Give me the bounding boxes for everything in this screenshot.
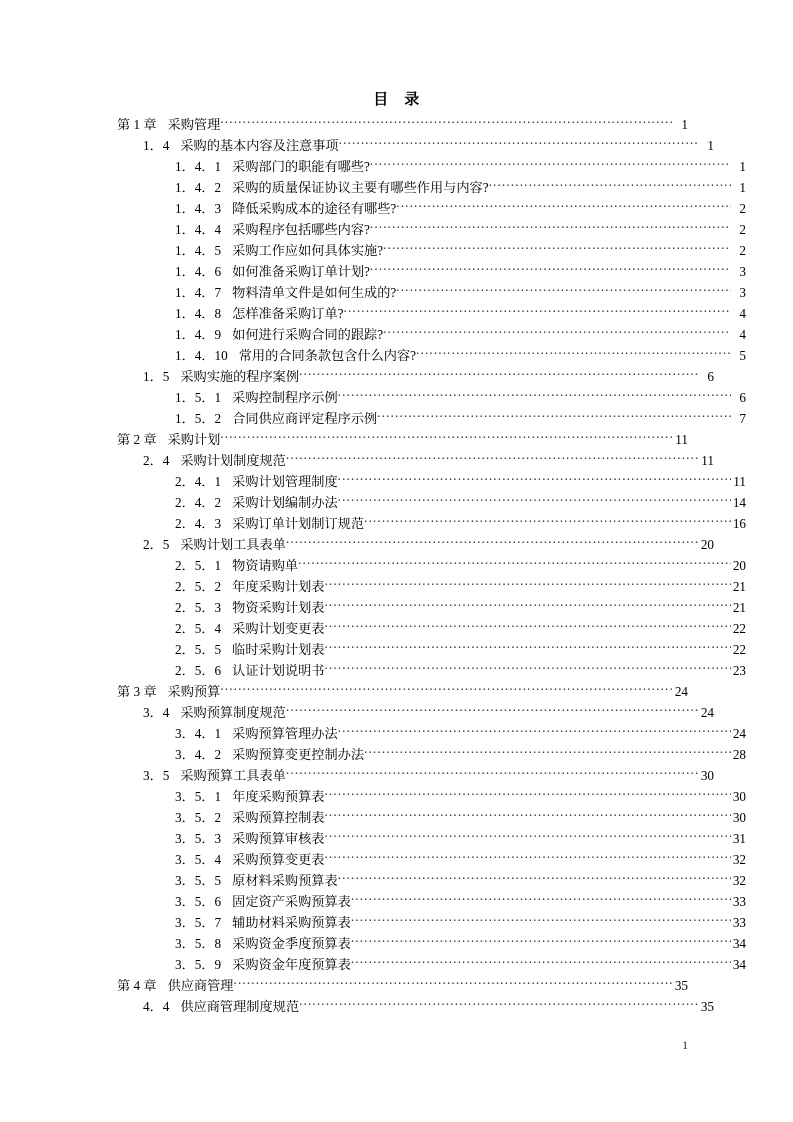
toc-entry[interactable] — [117, 702, 714, 723]
toc-entry-number: 3．5．2 — [175, 810, 222, 825]
toc-dot-leader — [324, 577, 731, 591]
toc-entry[interactable] — [117, 723, 746, 744]
toc-entry-label: 合同供应商评定程序示例 — [232, 411, 378, 426]
toc-entry[interactable] — [117, 639, 746, 660]
toc-entry[interactable] — [117, 513, 746, 534]
toc-entry-label: 采购的基本内容及注意事项 — [180, 138, 339, 153]
toc-entry-number: 4．4 — [143, 999, 170, 1014]
toc-dot-leader — [351, 913, 731, 927]
toc-entry[interactable] — [117, 765, 714, 786]
toc-entry-label: 采购计划 — [167, 432, 221, 447]
toc-entry-label: 固定资产采购预算表 — [232, 894, 351, 909]
toc-dot-leader — [351, 934, 731, 948]
toc-entry-number: 2．5．6 — [175, 663, 222, 678]
toc-entry[interactable] — [117, 492, 746, 513]
toc-entry-number: 2．5．5 — [175, 642, 222, 657]
toc-entry[interactable] — [117, 156, 746, 177]
toc-entry-label: 采购计划工具表单 — [180, 537, 286, 552]
toc-dot-leader — [339, 136, 699, 150]
toc-entry-page: 21 — [732, 579, 746, 594]
toc-dot-leader — [338, 493, 731, 507]
toc-dot-leader — [370, 157, 731, 171]
toc-entry-page: 1 — [739, 180, 746, 195]
toc-entry-label: 供应商管理制度规范 — [180, 999, 300, 1014]
toc-dot-leader — [220, 115, 673, 129]
toc-entry-page: 6 — [707, 369, 714, 384]
toc-dot-leader — [324, 787, 731, 801]
toc-entry-page: 20 — [732, 558, 746, 573]
toc-dot-leader — [338, 724, 731, 738]
toc-entry-page: 4 — [739, 306, 746, 321]
toc-entry[interactable] — [117, 954, 746, 975]
toc-entry-number: 1．4．8 — [175, 306, 222, 321]
toc-entry-number: 1．4．5 — [175, 243, 222, 258]
toc-entry-label: 如何准备采购订单计划? — [232, 264, 370, 279]
toc-entry-label: 采购的质量保证协议主要有哪些作用与内容? — [232, 180, 489, 195]
toc-dot-leader — [324, 640, 731, 654]
toc-entry[interactable] — [117, 975, 688, 996]
toc-entry-number: 1．5．2 — [175, 411, 222, 426]
toc-entry-number: 3．5．4 — [175, 852, 222, 867]
toc-entry-label: 年度采购预算表 — [232, 789, 325, 804]
toc-dot-leader — [377, 409, 731, 423]
toc-dot-leader — [344, 304, 731, 318]
toc-dot-leader — [370, 220, 731, 234]
toc-entry[interactable] — [117, 366, 714, 387]
toc-entry-label: 采购管理 — [167, 117, 221, 132]
toc-entry-page: 11 — [701, 453, 714, 468]
toc-entry-number: 3．5．5 — [175, 873, 222, 888]
toc-entry[interactable] — [117, 177, 746, 198]
toc-entry-label: 采购资金季度预算表 — [232, 936, 351, 951]
toc-entry-page: 30 — [732, 789, 746, 804]
toc-entry-label: 物料清单文件是如何生成的? — [232, 285, 397, 300]
toc-entry-label: 采购计划变更表 — [232, 621, 325, 636]
toc-entry[interactable] — [117, 261, 746, 282]
toc-entry[interactable] — [117, 828, 746, 849]
toc-entry-page: 24 — [674, 684, 688, 699]
toc-entry-number: 1．5．1 — [175, 390, 222, 405]
toc-entry-number: 3．5．1 — [175, 789, 222, 804]
toc-entry-page: 20 — [700, 537, 714, 552]
page-title: 目 录 — [373, 92, 420, 108]
toc-entry-number: 3．4 — [143, 705, 170, 720]
toc-entry-label: 采购实施的程序案例 — [180, 369, 300, 384]
toc-entry-number: 2．5 — [143, 537, 170, 552]
toc-entry-page: 35 — [700, 999, 714, 1014]
toc-dot-leader — [351, 955, 731, 969]
toc-entry-page: 30 — [700, 768, 714, 783]
toc-entry-page: 21 — [732, 600, 746, 615]
toc-dot-leader — [383, 325, 731, 339]
toc-entry[interactable] — [117, 849, 746, 870]
toc-dot-leader — [364, 745, 731, 759]
toc-dot-leader — [299, 367, 699, 381]
page-number: 1 — [682, 1040, 688, 1052]
toc-entry-number: 3．4．2 — [175, 747, 222, 762]
toc-entry-number: 1．5 — [143, 369, 170, 384]
toc-entry-page: 2 — [739, 201, 746, 216]
toc-entry-label: 采购资金年度预算表 — [232, 957, 351, 972]
toc-entry-number: 2．4．1 — [175, 474, 222, 489]
toc-entry[interactable] — [117, 933, 746, 954]
toc-entry-label: 采购预算管理办法 — [232, 726, 338, 741]
toc-entry-page: 3 — [739, 264, 746, 279]
toc-entry-page: 11 — [675, 432, 688, 447]
toc-dot-leader — [338, 472, 731, 486]
toc-dot-leader — [234, 976, 674, 990]
toc-entry[interactable] — [117, 555, 746, 576]
toc-entry-page: 24 — [700, 705, 714, 720]
toc-entry-page: 11 — [733, 474, 746, 489]
toc-dot-leader — [324, 850, 731, 864]
toc-entry-page: 22 — [732, 621, 746, 636]
toc-dot-leader — [286, 703, 699, 717]
toc-entry[interactable] — [117, 387, 746, 408]
toc-entry-label: 采购计划制度规范 — [180, 453, 286, 468]
toc-entry-number: 3．5 — [143, 768, 170, 783]
toc-entry-label: 怎样准备采购订单? — [232, 306, 344, 321]
toc-entry-page: 23 — [732, 663, 746, 678]
toc-entry-number: 第 2 章 — [117, 432, 157, 447]
toc-dot-leader — [364, 514, 731, 528]
toc-entry-number: 1．4．3 — [175, 201, 222, 216]
toc-entry[interactable] — [117, 597, 746, 618]
toc-entry[interactable] — [117, 408, 746, 429]
toc-dot-leader — [351, 892, 731, 906]
toc-entry-number: 3．4．1 — [175, 726, 222, 741]
toc-entry-label: 采购预算变更控制办法 — [232, 747, 365, 762]
toc-dot-leader — [370, 262, 731, 276]
toc-entry[interactable] — [117, 576, 746, 597]
toc-entry-label: 原材料采购预算表 — [232, 873, 338, 888]
toc-entry[interactable] — [117, 240, 746, 261]
toc-entry-page: 2 — [739, 222, 746, 237]
toc-entry-label: 如何进行采购合同的跟踪? — [232, 327, 384, 342]
toc-entry-page: 22 — [732, 642, 746, 657]
toc-entry-label: 采购部门的职能有哪些? — [232, 159, 370, 174]
toc-entry-label: 采购工作应如何具体实施? — [232, 243, 384, 258]
toc-dot-leader — [298, 556, 731, 570]
toc-dot-leader — [396, 199, 731, 213]
toc-entry-label: 采购预算变更表 — [232, 852, 325, 867]
toc-entry-label: 辅助材料采购预算表 — [232, 915, 351, 930]
toc-entry-number: 3．5．8 — [175, 936, 222, 951]
toc-dot-leader — [324, 661, 731, 675]
toc-entry-label: 采购控制程序示例 — [232, 390, 338, 405]
toc-entry-label: 降低采购成本的途径有哪些? — [232, 201, 397, 216]
toc-entry-label: 采购计划编制办法 — [232, 495, 338, 510]
toc-entry-page: 16 — [732, 516, 746, 531]
toc-dot-leader — [324, 829, 731, 843]
toc-entry-page: 32 — [732, 873, 746, 888]
toc-entry[interactable] — [117, 786, 746, 807]
toc-entry-page: 30 — [732, 810, 746, 825]
toc-entry-number: 1．4．6 — [175, 264, 222, 279]
toc-entry-number: 2．4 — [143, 453, 170, 468]
toc-entry-page: 6 — [739, 390, 746, 405]
toc-entry-page: 34 — [732, 957, 746, 972]
toc-entry-number: 3．5．7 — [175, 915, 222, 930]
toc-entry-page: 2 — [739, 243, 746, 258]
toc-entry-number: 1．4．10 — [175, 348, 228, 363]
toc-entry[interactable] — [117, 198, 746, 219]
toc-entry-label: 采购预算工具表单 — [180, 768, 286, 783]
toc-entry[interactable] — [117, 618, 746, 639]
toc-dot-leader — [489, 178, 731, 192]
toc-entry[interactable] — [117, 996, 714, 1017]
toc-entry-label: 采购预算审核表 — [232, 831, 325, 846]
toc-dot-leader — [286, 766, 699, 780]
toc-entry-label: 供应商管理 — [167, 978, 234, 993]
toc-entry-page: 4 — [739, 327, 746, 342]
toc-entry-page: 31 — [732, 831, 746, 846]
toc-entry-number: 2．5．2 — [175, 579, 222, 594]
toc-entry-number: 3．5．3 — [175, 831, 222, 846]
toc-entry-number: 2．5．3 — [175, 600, 222, 615]
toc-entry-number: 1．4 — [143, 138, 170, 153]
toc-dot-leader — [286, 451, 699, 465]
toc-entry-page: 1 — [681, 117, 688, 132]
toc-entry-label: 采购程序包括哪些内容? — [232, 222, 370, 237]
toc-entry-label: 采购预算控制表 — [232, 810, 325, 825]
toc-entry-number: 3．5．9 — [175, 957, 222, 972]
toc-entry-page: 28 — [732, 747, 746, 762]
toc-entry[interactable] — [117, 324, 746, 345]
toc-entry[interactable] — [117, 303, 746, 324]
toc-entry[interactable] — [117, 807, 746, 828]
toc-entry[interactable] — [117, 429, 688, 450]
toc-dot-leader — [324, 619, 731, 633]
toc-entry-label: 认证计划说明书 — [232, 663, 325, 678]
toc-entry-number: 1．4．7 — [175, 285, 222, 300]
toc-dot-leader — [338, 871, 731, 885]
toc-dot-leader — [338, 388, 731, 402]
table-of-contents — [117, 114, 746, 1017]
toc-dot-leader — [220, 430, 673, 444]
toc-dot-leader — [299, 997, 699, 1011]
toc-entry[interactable] — [117, 345, 746, 366]
toc-entry-label: 物资请购单 — [232, 558, 299, 573]
toc-entry-label: 常用的合同条款包含什么内容? — [238, 348, 417, 363]
toc-entry[interactable] — [117, 681, 688, 702]
toc-entry-label: 采购预算制度规范 — [180, 705, 286, 720]
toc-entry[interactable] — [117, 282, 746, 303]
toc-entry-page: 33 — [732, 894, 746, 909]
toc-entry-label: 物资采购计划表 — [232, 600, 325, 615]
toc-entry[interactable] — [117, 219, 746, 240]
toc-entry-number: 2．4．2 — [175, 495, 222, 510]
toc-entry-label: 采购预算 — [167, 684, 221, 699]
toc-entry-page: 1 — [707, 138, 714, 153]
toc-entry-label: 采购计划管理制度 — [232, 474, 338, 489]
toc-entry[interactable] — [117, 135, 714, 156]
toc-entry-page: 34 — [732, 936, 746, 951]
toc-entry-page: 32 — [732, 852, 746, 867]
toc-dot-leader — [383, 241, 731, 255]
toc-entry[interactable] — [117, 471, 746, 492]
toc-entry[interactable] — [117, 114, 688, 135]
toc-entry-page: 5 — [739, 348, 746, 363]
toc-entry-number: 第 1 章 — [117, 117, 157, 132]
toc-dot-leader — [396, 283, 731, 297]
toc-entry-number: 第 4 章 — [117, 978, 157, 993]
toc-dot-leader — [416, 346, 731, 360]
toc-entry-number: 2．5．1 — [175, 558, 222, 573]
toc-entry-page: 3 — [739, 285, 746, 300]
toc-entry[interactable] — [117, 660, 746, 681]
toc-entry-label: 年度采购计划表 — [232, 579, 325, 594]
toc-dot-leader — [324, 598, 731, 612]
toc-entry-page: 1 — [739, 159, 746, 174]
toc-entry-page: 14 — [732, 495, 746, 510]
toc-entry[interactable] — [117, 744, 746, 765]
toc-entry-label: 采购订单计划制订规范 — [232, 516, 365, 531]
toc-entry-number: 2．4．3 — [175, 516, 222, 531]
toc-entry-page: 35 — [674, 978, 688, 993]
toc-entry-number: 3．5．6 — [175, 894, 222, 909]
toc-entry-page: 24 — [732, 726, 746, 741]
toc-entry-page: 7 — [739, 411, 746, 426]
toc-entry-label: 临时采购计划表 — [232, 642, 325, 657]
toc-entry-number: 2．5．4 — [175, 621, 222, 636]
toc-dot-leader — [324, 808, 731, 822]
toc-entry[interactable] — [117, 891, 746, 912]
toc-entry-number: 1．4．2 — [175, 180, 222, 195]
toc-entry[interactable] — [117, 870, 746, 891]
toc-entry-page: 33 — [732, 915, 746, 930]
toc-dot-leader — [286, 535, 699, 549]
toc-entry[interactable] — [117, 534, 714, 555]
toc-entry[interactable] — [117, 912, 746, 933]
toc-entry[interactable] — [117, 450, 714, 471]
toc-entry-number: 1．4．9 — [175, 327, 222, 342]
toc-entry-number: 1．4．4 — [175, 222, 222, 237]
toc-entry-number: 第 3 章 — [117, 684, 157, 699]
toc-dot-leader — [220, 682, 673, 696]
toc-entry-number: 1．4．1 — [175, 159, 222, 174]
